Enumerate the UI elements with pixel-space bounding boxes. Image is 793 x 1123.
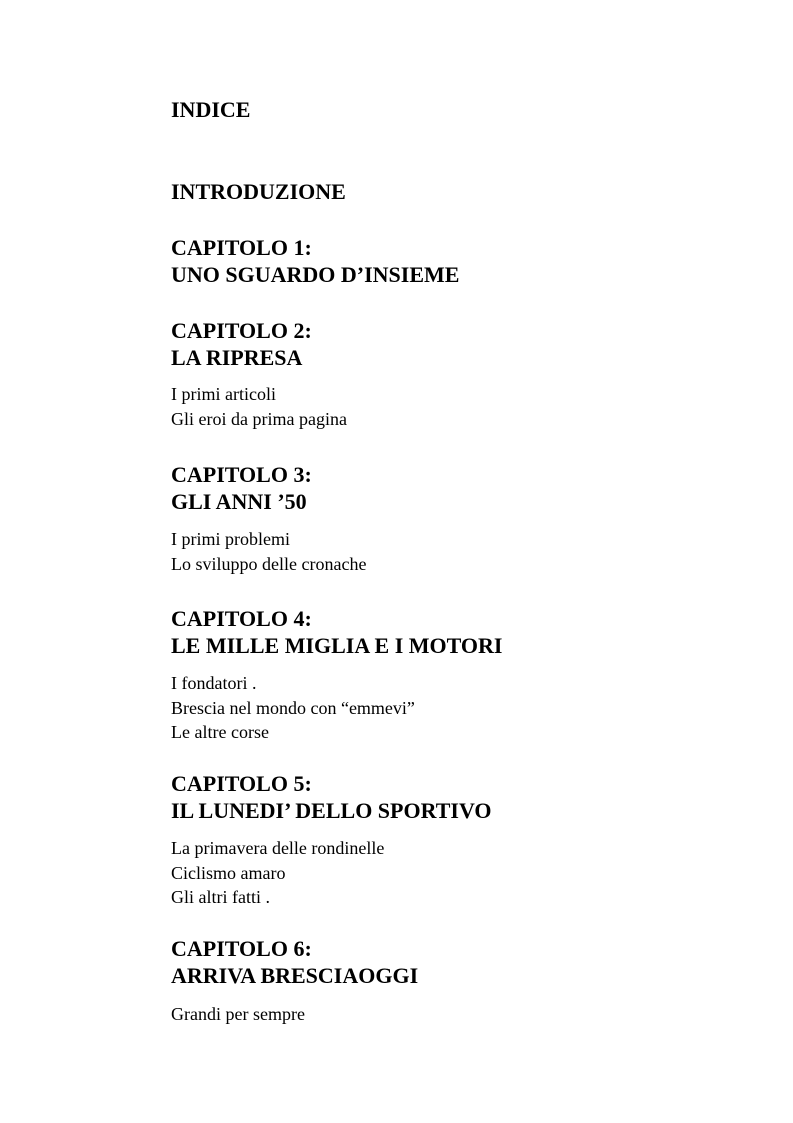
section-item: Gli altri fatti .	[171, 887, 270, 907]
chapter-2-title: LA RIPRESA	[171, 345, 303, 370]
chapter-3-label: CAPITOLO 3:	[171, 462, 312, 487]
chapter-4-title: LE MILLE MIGLIA E I MOTORI	[171, 633, 503, 658]
chapter-2-heading	[171, 317, 312, 371]
section-item: Brescia nel mondo con “emmevi”	[171, 697, 415, 718]
chapter-2-sections	[171, 382, 347, 431]
section-item: Gli eroi da prima pagina	[171, 408, 347, 429]
index-title: INDICE	[171, 97, 251, 122]
section-item: Ciclismo amaro	[171, 862, 286, 883]
chapter-2-label: CAPITOLO 2:	[171, 318, 312, 343]
section-item: I primi problemi	[171, 529, 290, 549]
chapter-3-heading	[171, 461, 312, 515]
chapter-4-sections	[171, 671, 415, 745]
section-item: I primi articoli	[171, 384, 276, 404]
section-item: Le altre corse	[171, 722, 269, 742]
introduction-heading: INTRODUZIONE	[171, 179, 346, 204]
chapter-5-title: IL LUNEDI’ DELLO SPORTIVO	[171, 798, 492, 823]
chapter-6-sections	[171, 1002, 305, 1027]
chapter-6-label: CAPITOLO 6:	[171, 936, 312, 961]
section-item: I fondatori .	[171, 673, 257, 693]
section-item: La primavera delle rondinelle	[171, 838, 385, 858]
chapter-1-label: CAPITOLO 1:	[171, 235, 312, 260]
chapter-4-heading	[171, 605, 503, 659]
chapter-5-sections	[171, 836, 384, 910]
section-item: Lo sviluppo delle cronache	[171, 553, 367, 574]
chapter-3-title: GLI ANNI ’50	[171, 489, 307, 514]
chapter-6-heading	[171, 935, 418, 989]
chapter-5-heading	[171, 770, 492, 824]
chapter-6-title: ARRIVA BRESCIAOGGI	[171, 963, 419, 988]
chapter-5-label: CAPITOLO 5:	[171, 771, 312, 796]
chapter-1-title: UNO SGUARDO D’INSIEME	[171, 262, 460, 287]
chapter-3-sections	[171, 527, 366, 576]
section-item: Grandi per sempre	[171, 1004, 305, 1024]
chapter-4-label: CAPITOLO 4:	[171, 606, 312, 631]
chapter-1-heading	[171, 234, 459, 288]
